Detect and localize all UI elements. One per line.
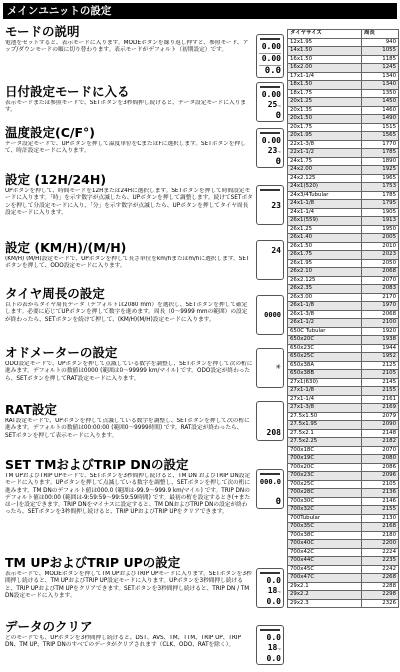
- table-row: [288, 582, 399, 591]
- circumference-cell: 2079: [362, 412, 399, 421]
- circumference-cell: 1938: [362, 336, 399, 345]
- circumference-cell: 1055: [362, 47, 399, 56]
- section-body: RAT設定モードで、UPボタンを押して点滅している数字を調整し、SETボタンを押して次の桁に進みます。デフォルトの数値は00:00:00 (範囲0〜9999時間) です。RAT設定が終わったら、SETボタンを押して表示モードに入ります。: [5, 418, 250, 439]
- tire-size-cell: 700x47C: [288, 574, 362, 583]
- tire-size-cell: 650x20C: [288, 336, 362, 345]
- table-row: [288, 370, 399, 379]
- table-row: [288, 106, 399, 115]
- table-row: [288, 123, 399, 132]
- lcd-value: 25: [267, 100, 278, 109]
- section-title: 日付設定モードに入る: [5, 84, 130, 99]
- circumference-cell: 1340: [362, 81, 399, 90]
- tire-size-cell: 27.5x1.50: [288, 412, 362, 421]
- circumference-cell: 1785: [362, 191, 399, 200]
- circumference-cell: 1450: [362, 98, 399, 107]
- circumference-cell: 2136: [362, 489, 399, 498]
- section-body: 表示モードまたは参照モードで、SETボタンを3秒間押し続けると、データ設定モードに入ります。: [5, 100, 246, 114]
- section-title: 設定 (KM/H)/(M/H): [5, 240, 127, 255]
- tire-size-cell: 22x1-3/8: [288, 140, 362, 149]
- tire-size-cell: 26x2.35: [288, 285, 362, 294]
- section-tire: [5, 286, 253, 344]
- circumference-cell: 2005: [362, 234, 399, 243]
- circumference-cell: 2010: [362, 242, 399, 251]
- lcd-value: 0.00: [261, 42, 281, 51]
- lcd-unit: °C: [277, 150, 281, 154]
- lcd-value: 0.00: [261, 54, 281, 63]
- section-title: オドメーターの設定: [5, 345, 118, 360]
- tire-size-cell: 650x23C: [288, 344, 362, 353]
- circumference-cell: 1350: [362, 89, 399, 98]
- section-tmup: [5, 555, 253, 615]
- tire-size-cell: 26x1.40: [288, 234, 362, 243]
- table-row: [288, 225, 399, 234]
- circumference-cell: 2288: [362, 582, 399, 591]
- tire-size-cell: 26x1(559): [288, 217, 362, 226]
- tire-size-cell: 20x1.50: [288, 115, 362, 124]
- table-row: [288, 344, 399, 353]
- page-header: メインユニットの設定: [3, 3, 397, 19]
- table-row: [288, 523, 399, 532]
- circumference-cell: 2298: [362, 591, 399, 600]
- lcd-display-clock: [256, 185, 284, 225]
- tire-size-cell: 16x2.00: [288, 64, 362, 73]
- section-title: 温度設定(C/F°): [5, 125, 95, 140]
- circumference-cell: 2146: [362, 497, 399, 506]
- tire-size-cell: 650x25C: [288, 353, 362, 362]
- circumference-cell: 1753: [362, 183, 399, 192]
- circumference-cell: 1785: [362, 149, 399, 158]
- table-row: [288, 557, 399, 566]
- tire-size-cell: 24x1(520): [288, 183, 362, 192]
- section-title: TM UPおよびTRIP UPの設定: [5, 555, 181, 570]
- tire-size-cell: 16x1.50: [288, 55, 362, 64]
- circumference-cell: 1795: [362, 200, 399, 209]
- table-row: [288, 259, 399, 268]
- lcd-unit: °C: [277, 104, 281, 108]
- tire-size-cell: 24x1-1/8: [288, 200, 362, 209]
- table-row: [288, 81, 399, 90]
- section-title: SET TMおよびTRIP DNの設定: [5, 457, 189, 472]
- section-body: 電池をセットすると、表示モードに入ります。MODEボタンを繰り返し押すと、参照モード、アップ/ダウンモードの順に切り替わります。表示モードがデフォルト（初期設定）です。: [5, 40, 249, 54]
- tire-size-cell: 18x1.75: [288, 89, 362, 98]
- table-row: [288, 548, 399, 557]
- table-row: [288, 395, 399, 404]
- tire-size-cell: 700Tubular: [288, 514, 362, 523]
- circumference-cell: 1965: [362, 174, 399, 183]
- table-row: [288, 574, 399, 583]
- lcd-display-tire: [256, 295, 284, 335]
- circumference-cell: 2155: [362, 387, 399, 396]
- lcd-value: 0: [275, 157, 281, 167]
- tire-size-cell: 700x20C: [288, 463, 362, 472]
- table-row: [288, 506, 399, 515]
- circumference-cell: 1950: [362, 225, 399, 234]
- table-row: [288, 183, 399, 192]
- table-row: [288, 514, 399, 523]
- tire-size-cell: 14x1.50: [288, 47, 362, 56]
- table-row: [288, 285, 399, 294]
- tire-size-cell: 700x40C: [288, 540, 362, 549]
- table-row: [288, 591, 399, 600]
- tire-size-cell: 700x42C: [288, 548, 362, 557]
- circumference-cell: 2326: [362, 599, 399, 608]
- section-body: データ設定モードで、UPボタンを押して温度単位をCまたはFに選択します。SETボタンを押して、時計設定モードに入ります。: [5, 141, 246, 155]
- lcd-value: 23: [267, 146, 278, 155]
- circumference-cell: 1890: [362, 157, 399, 166]
- section-body: ODO設定モードで、UPボタンを押して点滅している数字を調整し、SETボタンを押して次の桁に進みます。デフォルトの数値は0000 (範囲は0〜99999 km/マイル) です。ODO設定が終わったら、SETボタンを押してRAT設定モードに入ります。: [5, 361, 253, 382]
- circumference-cell: 2105: [362, 370, 399, 379]
- tire-size-cell: 24x2.125: [288, 174, 362, 183]
- tire-size-cell: 20x1.35: [288, 106, 362, 115]
- circumference-cell: 1925: [362, 166, 399, 175]
- tire-size-cell: 24x1.75: [288, 157, 362, 166]
- section-body: TM UPおよびTRIP UPモードで、SETボタンを3秒間押し続けると、TM DN およびTRIP DN設定モードに入ります。UPボタンを押して点滅している数字を調整し、SETボタンを押して次の桁に進みます。TM DNのデフォルト値は000.0 (範囲は-99.9〜999.9 km/マイル) です。TRIP DNのデフォルト値は00:00 (範囲は-9:59:59〜99:59:59時間) です。最初の桁を設定するとき(+またはー)を設定できます。TRIP DNをマイナスに設定すると、TM DNおよびTRIP DNの設定が終わったら、SETボタンを3秒間押し続けると、TRIP UPおよびTRIP UPをクリアできます。: [5, 473, 251, 516]
- circumference-cell: 2070: [362, 446, 399, 455]
- section-body: 以下の表からタイヤ周長データ（デフォルトは2080 mm）を選択し、SETボタンを押して確定します。必要に応じてUPボタンを押して数字を進めます。周長（0〜9999 mmの範囲）の設定が終わったら、SETボタンを続けて押して、(KM/H)(M/H)設定モードに入ります。: [5, 302, 248, 323]
- circumference-cell: 1905: [362, 208, 399, 217]
- table-row: [288, 47, 399, 56]
- tire-size-cell: 27x1-3/8: [288, 404, 362, 413]
- circumference-cell: 2090: [362, 421, 399, 430]
- section-odo: [5, 345, 253, 401]
- circumference-cell: 1565: [362, 132, 399, 141]
- table-row: [288, 387, 399, 396]
- tire-size-cell: 27.5x2.1: [288, 429, 362, 438]
- lcd-value: 0.00: [261, 90, 281, 99]
- column-header-circumference: 周長: [362, 30, 399, 39]
- lcd-value: 18: [267, 643, 278, 652]
- table-row: [288, 421, 399, 430]
- circumference-cell: 2200: [362, 540, 399, 549]
- tire-size-cell: 12x1.95: [288, 38, 362, 47]
- lcd-unit: °C: [277, 647, 281, 651]
- table-row: [288, 140, 399, 149]
- tire-size-cell: 27x1-1/8: [288, 387, 362, 396]
- table-row: [288, 497, 399, 506]
- tire-size-cell: 650x38B: [288, 370, 362, 379]
- blinking-digit-icon: ✳: [275, 362, 281, 372]
- circumference-cell: 1970: [362, 302, 399, 311]
- lcd-segment: [260, 473, 280, 475]
- table-row: [288, 480, 399, 489]
- table-row: [288, 429, 399, 438]
- section-title: タイヤ周長の設定: [5, 286, 105, 301]
- circumference-cell: 2083: [362, 285, 399, 294]
- table-row: [288, 191, 399, 200]
- table-row: [288, 174, 399, 183]
- lcd-display-temp: [256, 128, 284, 168]
- lcd-value: 18: [267, 586, 278, 595]
- table-row: [288, 599, 399, 608]
- table-row: [288, 293, 399, 302]
- table-row: [288, 404, 399, 413]
- circumference-cell: 2148: [362, 429, 399, 438]
- table-row: [288, 98, 399, 107]
- circumference-cell: 2168: [362, 523, 399, 532]
- lcd-display-tmup: [256, 568, 284, 608]
- lcd-segment: [260, 38, 280, 40]
- circumference-cell: 2023: [362, 251, 399, 260]
- tire-size-cell: 700x30C: [288, 497, 362, 506]
- circumference-cell: 2070: [362, 276, 399, 285]
- tire-size-cell: 29x2.3: [288, 599, 362, 608]
- circumference-cell: 1185: [362, 55, 399, 64]
- table-row: [288, 200, 399, 209]
- lcd-unit: °C: [277, 590, 281, 594]
- tire-size-cell: 26x3.00: [288, 293, 362, 302]
- table-row: [288, 64, 399, 73]
- lcd-value: 23: [271, 201, 281, 210]
- table-row: [288, 446, 399, 455]
- tire-size-cell: 22x1-1/2: [288, 149, 362, 158]
- tire-size-cell: 24x1-1/4: [288, 208, 362, 217]
- circumference-cell: 1770: [362, 140, 399, 149]
- tire-size-cell: 700x44C: [288, 557, 362, 566]
- circumference-cell: 2268: [362, 574, 399, 583]
- tire-size-cell: 27x1-1/4: [288, 395, 362, 404]
- table-row: [288, 157, 399, 166]
- table-row: [288, 276, 399, 285]
- circumference-cell: 940: [362, 38, 399, 47]
- lcd-value: 0.0: [266, 633, 281, 642]
- tire-size-cell: 700x23C: [288, 472, 362, 481]
- circumference-cell: 1490: [362, 115, 399, 124]
- tire-size-cell: 26x1-1/8: [288, 302, 362, 311]
- tire-size-cell: 27.5x1.95: [288, 421, 362, 430]
- table-row: [288, 438, 399, 447]
- circumference-cell: 2080: [362, 455, 399, 464]
- table-row: [288, 412, 399, 421]
- lcd-segment: [260, 629, 280, 631]
- circumference-cell: 2169: [362, 404, 399, 413]
- table-row: [288, 489, 399, 498]
- tire-size-cell: 700x38C: [288, 531, 362, 540]
- section-title: モードの説明: [5, 24, 80, 39]
- tire-size-cell: 700x28C: [288, 489, 362, 498]
- lcd-display-odo: [256, 348, 284, 388]
- table-row: [288, 242, 399, 251]
- section-rat: [5, 402, 253, 450]
- section-settm: [5, 457, 253, 552]
- section-body: UPボタンを押して、時間モードを12Hまたは24Hに選択します。SETボタンを押して時間設定モードに入ります。「時」を示す数字が点滅したら、UPボタンを押して調整します。続けてSETボタンを押して分設定モードに入り、「分」を示す数字が点滅したら、UPボタンを押してタイヤ周長設定モードに入ります。: [5, 188, 253, 216]
- table-row: [288, 540, 399, 549]
- table-row: [288, 38, 399, 47]
- circumference-cell: 2125: [362, 361, 399, 370]
- tire-size-cell: 26x1-1/2: [288, 319, 362, 328]
- lcd-value: 0.0: [266, 654, 281, 663]
- lcd-value: 000.0: [259, 478, 281, 486]
- tire-size-cell: 700x45C: [288, 565, 362, 574]
- section-body: どのモードでも、UPボタンを3秒間押し続けると、DST、AVS、TM、TTM、TRIP UP、TRIP DN、TM UP、TRIP DNのすべてのデータがクリアされます（CLK、ODO、RATを除く）。: [5, 635, 241, 649]
- table-row: [288, 336, 399, 345]
- tire-size-cell: 27x1(630): [288, 378, 362, 387]
- circumference-cell: 1913: [362, 217, 399, 226]
- lcd-display-date: [256, 82, 284, 122]
- circumference-cell: 1944: [362, 344, 399, 353]
- table-row: [288, 531, 399, 540]
- tire-size-cell: 650C Tubular: [288, 327, 362, 336]
- table-row: [288, 89, 399, 98]
- tire-size-cell: 26x1-3/8: [288, 310, 362, 319]
- tire-size-cell: 20x1.75: [288, 123, 362, 132]
- lcd-value: 208: [266, 428, 281, 437]
- section-mode: [5, 24, 253, 84]
- circumference-cell: 2224: [362, 548, 399, 557]
- tire-size-cell: 27.5x2.25: [288, 438, 362, 447]
- table-row: [288, 463, 399, 472]
- table-row: [288, 319, 399, 328]
- lcd-value: 0.0: [266, 597, 281, 606]
- section-body: (KM/H) (M/H)設定モードで、UPボタンを押して長さ単位をkm/hまたはm/hに選択します。SETボタンを押して、ODO設定モードに入ります。: [5, 256, 250, 270]
- tire-size-cell: 29x2.2: [288, 591, 362, 600]
- table-row: [288, 149, 399, 158]
- lcd-display-settm: [256, 469, 284, 509]
- table-row: [288, 310, 399, 319]
- tire-size-cell: 26x2.10: [288, 268, 362, 277]
- circumference-cell: 2235: [362, 557, 399, 566]
- circumference-cell: 2068: [362, 268, 399, 277]
- tire-size-cell: 700x32C: [288, 506, 362, 515]
- table-row: [288, 378, 399, 387]
- table-row: [288, 353, 399, 362]
- table-row: [288, 217, 399, 226]
- tire-size-cell: 26x1.75: [288, 251, 362, 260]
- tire-size-cell: 700x18C: [288, 446, 362, 455]
- circumference-cell: 2182: [362, 438, 399, 447]
- lcd-value: 0: [275, 497, 281, 507]
- tire-size-table: [287, 29, 399, 608]
- circumference-cell: 2145: [362, 378, 399, 387]
- section-clock: [5, 172, 253, 238]
- lcd-value: 24: [271, 246, 281, 255]
- tire-size-cell: 650x38A: [288, 361, 362, 370]
- circumference-cell: 1460: [362, 106, 399, 115]
- tire-size-cell: 26x1.95: [288, 259, 362, 268]
- table-row: [288, 361, 399, 370]
- circumference-cell: 2100: [362, 319, 399, 328]
- tire-size-cell: 17x1-1/4: [288, 72, 362, 81]
- section-body: 表示モードで、MODEボタンを押してTM UPおよびTRIP UPモードに入ります。SETボタンを3秒間押し続けると、TM UPおよびTRIP UP設定モードに入ります。UPボタンを3秒間押し続けると、TRIP UPおよびTM UPをクリアできます。SETボタンを3秒間押し続けると、TRIP DN / TM DN設定モードに入ります。: [5, 571, 252, 599]
- tire-size-cell: 26x2.125: [288, 276, 362, 285]
- section-date: [5, 84, 253, 124]
- table-row: [288, 327, 399, 336]
- lcd-display-rat: [256, 401, 284, 441]
- circumference-cell: 2170: [362, 293, 399, 302]
- table-row: [288, 565, 399, 574]
- tire-size-cell: 29x2.1: [288, 582, 362, 591]
- circumference-cell: 2068: [362, 310, 399, 319]
- table-body: [288, 38, 399, 608]
- column-header-size: タイヤサイズ: [288, 30, 362, 39]
- tire-size-cell: 700x19C: [288, 455, 362, 464]
- section-unit: [5, 240, 253, 280]
- table-row: [288, 132, 399, 141]
- table-row: [288, 115, 399, 124]
- tire-size-cell: 24x3/4Tubular: [288, 191, 362, 200]
- lcd-value: 0.0: [264, 66, 281, 76]
- circumference-cell: 1340: [362, 72, 399, 81]
- table-header-row: [288, 30, 399, 39]
- section-title: 設定 (12H/24H): [5, 172, 107, 187]
- tire-size-cell: 700x35C: [288, 523, 362, 532]
- section-clear: [5, 619, 253, 671]
- circumference-cell: 2086: [362, 463, 399, 472]
- lcd-value: 0000: [264, 311, 281, 319]
- lcd-segment: [260, 86, 280, 88]
- table-row: [288, 55, 399, 64]
- circumference-cell: 1245: [362, 64, 399, 73]
- table-row: [288, 166, 399, 175]
- circumference-cell: 2180: [362, 531, 399, 540]
- tire-size-cell: 700x25C: [288, 480, 362, 489]
- section-title: RAT設定: [5, 402, 57, 417]
- circumference-cell: 2161: [362, 395, 399, 404]
- section-title: データのクリア: [5, 619, 93, 634]
- table-row: [288, 251, 399, 260]
- circumference-cell: 2105: [362, 480, 399, 489]
- lcd-display-clear: [256, 625, 284, 665]
- table-row: [288, 455, 399, 464]
- tire-size-cell: 18x1.50: [288, 81, 362, 90]
- table-row: [288, 302, 399, 311]
- table-row: [288, 72, 399, 81]
- circumference-cell: 2155: [362, 506, 399, 515]
- tire-size-cell: 20x1.95: [288, 132, 362, 141]
- lcd-segment: [260, 132, 280, 134]
- tire-size-cell: 26x1.50: [288, 242, 362, 251]
- lcd-value: 0.00: [261, 136, 281, 145]
- lcd-display-unit: [256, 240, 284, 280]
- circumference-cell: 2050: [362, 259, 399, 268]
- table-row: [288, 208, 399, 217]
- tire-size-cell: 20x1.25: [288, 98, 362, 107]
- lcd-display-mode: [256, 34, 284, 78]
- circumference-cell: 1920: [362, 327, 399, 336]
- lcd-segment: [260, 189, 280, 191]
- circumference-cell: 2096: [362, 472, 399, 481]
- circumference-cell: 2130: [362, 514, 399, 523]
- circumference-cell: 2242: [362, 565, 399, 574]
- tire-size-cell: 26x1.25: [288, 225, 362, 234]
- lcd-segment: [260, 572, 280, 574]
- tire-size-cell: 24x2.00: [288, 166, 362, 175]
- circumference-cell: 1952: [362, 353, 399, 362]
- table-row: [288, 268, 399, 277]
- table-row: [288, 472, 399, 481]
- circumference-cell: 1515: [362, 123, 399, 132]
- table-row: [288, 234, 399, 243]
- lcd-value: 0: [275, 111, 281, 121]
- section-temp: [5, 125, 253, 165]
- lcd-value: 0.0: [266, 576, 281, 585]
